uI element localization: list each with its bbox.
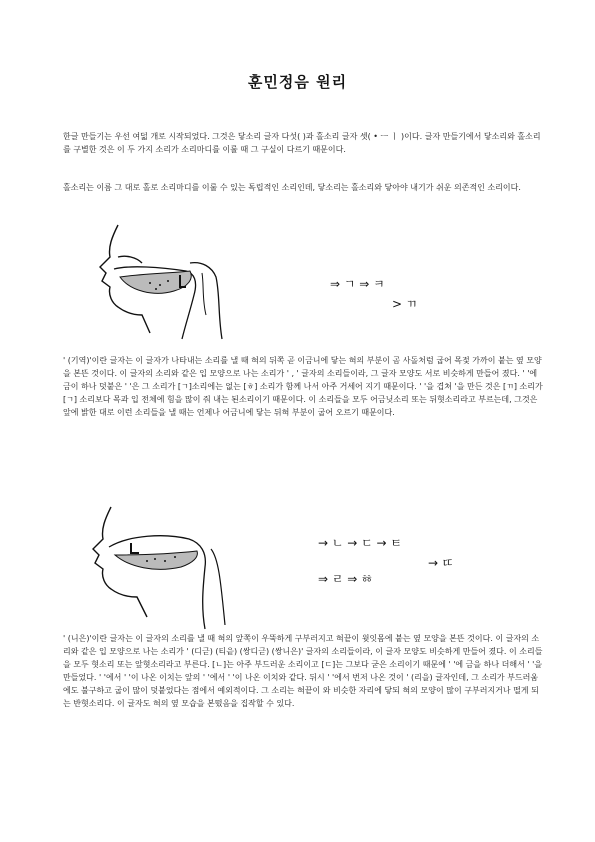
velar-flow-row-1: ⇒ ㄱ ⇒ ㅋ (330, 277, 385, 291)
intro-paragraph: 한글 만들기는 우선 여덟 개로 시작되었다. 그것은 닿소리 글자 다섯( )과 홀소리 글자 셋( • ㅡ ㅣ )이다. 글자 만들기에서 닿소리와 홀소리를 구별한 것은 이 두 가지 소리가 소리마디를 이룰 때 그 구실이 다르기 때문이다. (63, 132, 541, 154)
alveolar-flow-row-2: → ㄸ (428, 556, 454, 570)
alveolar-articulation-illustration (85, 495, 245, 635)
velar-articulation-illustration (90, 215, 250, 345)
page-title: 훈민정음 원리 (247, 73, 348, 91)
alveolar-flow-row-1: → ㄴ → ㄷ → ㅌ (318, 536, 403, 550)
nieun-paragraph: ' (니은)'이란 글자는 이 글자의 소리를 낼 때 혀의 앞쪽이 우뚝하게 구부러지고 혀끝이 윗잇몸에 붙는 옆 모양을 본뜬 것이다. 이 글자의 소리와 같은 입 모양으로 나는 소리가 ' (디귿) (티읕) (쌍디귿) (쌍니은)' 글자의 소리들이라, 이 글자 모양도 비슷하게 만들어 졌다. 이 소리들을 모두 혓소리 또는 앞혓소리라고 부른다. [ㄴ]는 아주 부드러운 소리이고 [ㄷ]는 그보다 굳은 소리이기 때문에 ' '에 금을 하나 더해서 ' '을 만들었다. ' '에서 ' '이 나온 이치는 앞의 ' '에서 ' '이 나온 이치와 같다. 뒤시 ' '에서 번저 나온 것이 ' (리을) 글자인데, 그 소리가 부드러움에도 불구하고 굽이 많이 덧붙었다는 점에서 예외적이다. 그 소리는 혀끝이 와 비슷한 자리에 닿되 혀의 모양이 많이 구부러지거나 떨게 되는 반혓소리다. 이 글자도 혀의 옆 모습을 본떴음을 집작할 수 있다. (63, 634, 543, 708)
alveolar-flow-row-3: ⇒ ㄹ ⇒ ㆅ (318, 572, 373, 586)
velar-flow-row-2: > ㄲ (392, 297, 418, 311)
vowel-consonant-paragraph: 홀소리는 이름 그 대로 홀로 소리마디를 이룰 수 있는 독립적인 소리인데, 닿소리는 홀소리와 닿아야 내기가 쉬운 의존적인 소리이다. (63, 183, 521, 192)
giyeok-paragraph: ' (기역)'이란 글자는 이 글자가 나타내는 소리를 낼 때 혀의 뒤쪽 곧 이금니에 닿는 혀의 부분이 곰 사돌처럼 굽어 목젖 가까이 붙는 옆 모양을 본뜬 것이다. 이 글자의 소리와 같은 입 모양으로 나는 소리가 ' , ' 글자의 소리들이라, 그 글자 모양도 서로 비슷하게 만들어 졌다. ' '에 금이 하나 덧붙은 ' '은 그 소리가 [ㄱ]소리에는 없는 [ㅎ] 소리가 함께 나서 아주 거세어 지기 때문이다. ' '을 겹쳐 '을 만든 것은 [ㄲ] 소리가 [ㄱ] 소리보다 목과 입 전체에 힘을 많이 줘 내는 된소리이기 때문이다. 이 소리들을 모두 어금닛소리 또는 뒤혓소리라고 부르는데, 그것은 앞에 밝한 대로 이런 소리들을 낼 때는 언제나 어금니에 닿는 뒤혀 부분이 굽어 오르기 때문이다. (63, 356, 543, 417)
